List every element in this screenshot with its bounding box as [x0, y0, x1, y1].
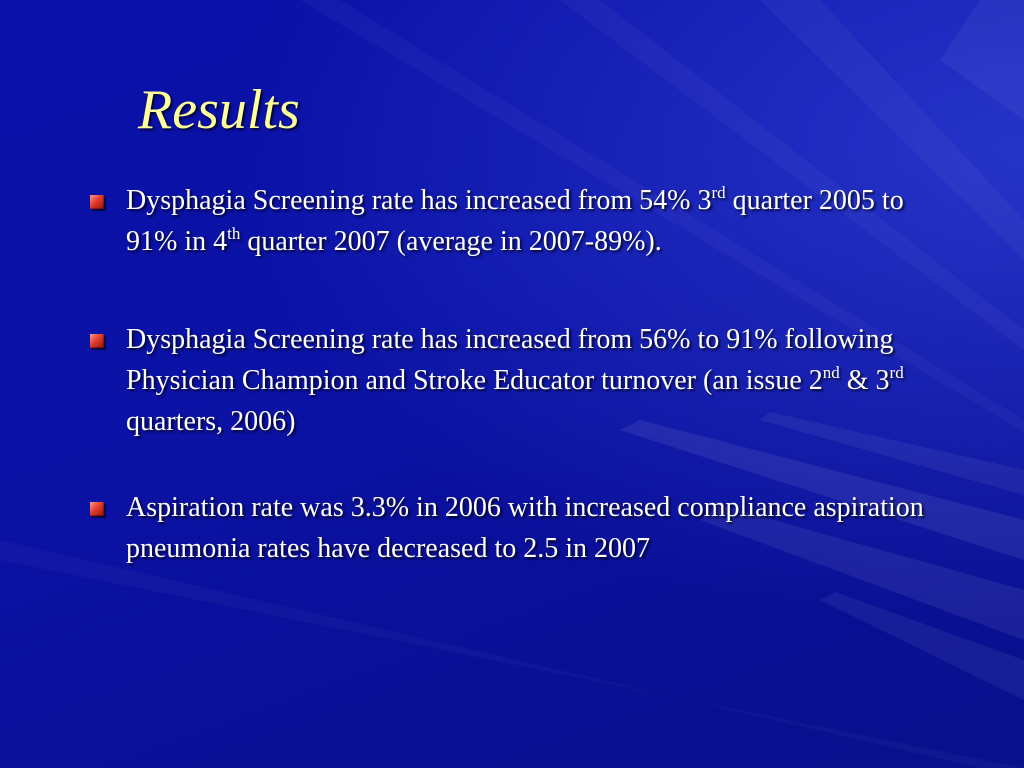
red-square-bullet-icon [90, 195, 104, 209]
bullet-text-part: quarter 2005 to 91% in 4 [126, 185, 904, 257]
bullet-text-part: Dysphagia Screening rate has increased from 54% 3 [126, 185, 712, 216]
bullet-text-part: Dysphagia Screening rate has increased from 56% to 91% following Physician Champion and Stroke Educator turnover (an issue 2 [126, 324, 894, 396]
bullet-item [90, 487, 950, 569]
red-square-bullet-icon [90, 502, 104, 516]
red-square-bullet-icon [90, 334, 104, 348]
ordinal-suffix: rd [889, 363, 904, 382]
slide-title: Results [138, 79, 300, 141]
bullet-text [126, 185, 904, 257]
bullet-item [90, 180, 950, 262]
ordinal-suffix: th [227, 224, 241, 243]
bullet-text-part: quarter 2007 (average in 2007-89%). [240, 226, 662, 257]
background-ray [940, 0, 1024, 120]
bullet-text-part: & 3 [839, 365, 890, 396]
ordinal-suffix: rd [711, 183, 726, 202]
bullet-text-part: quarters, 2006) [126, 406, 296, 437]
bullet-item [90, 319, 950, 442]
ordinal-suffix: nd [822, 363, 840, 382]
bullet-text: Aspiration rate was 3.3% in 2006 with increased compliance aspiration pneumonia rates have decreased to 2.5 in 2007 [126, 492, 924, 564]
bullet-list [90, 180, 950, 569]
bullet-text [126, 324, 904, 437]
